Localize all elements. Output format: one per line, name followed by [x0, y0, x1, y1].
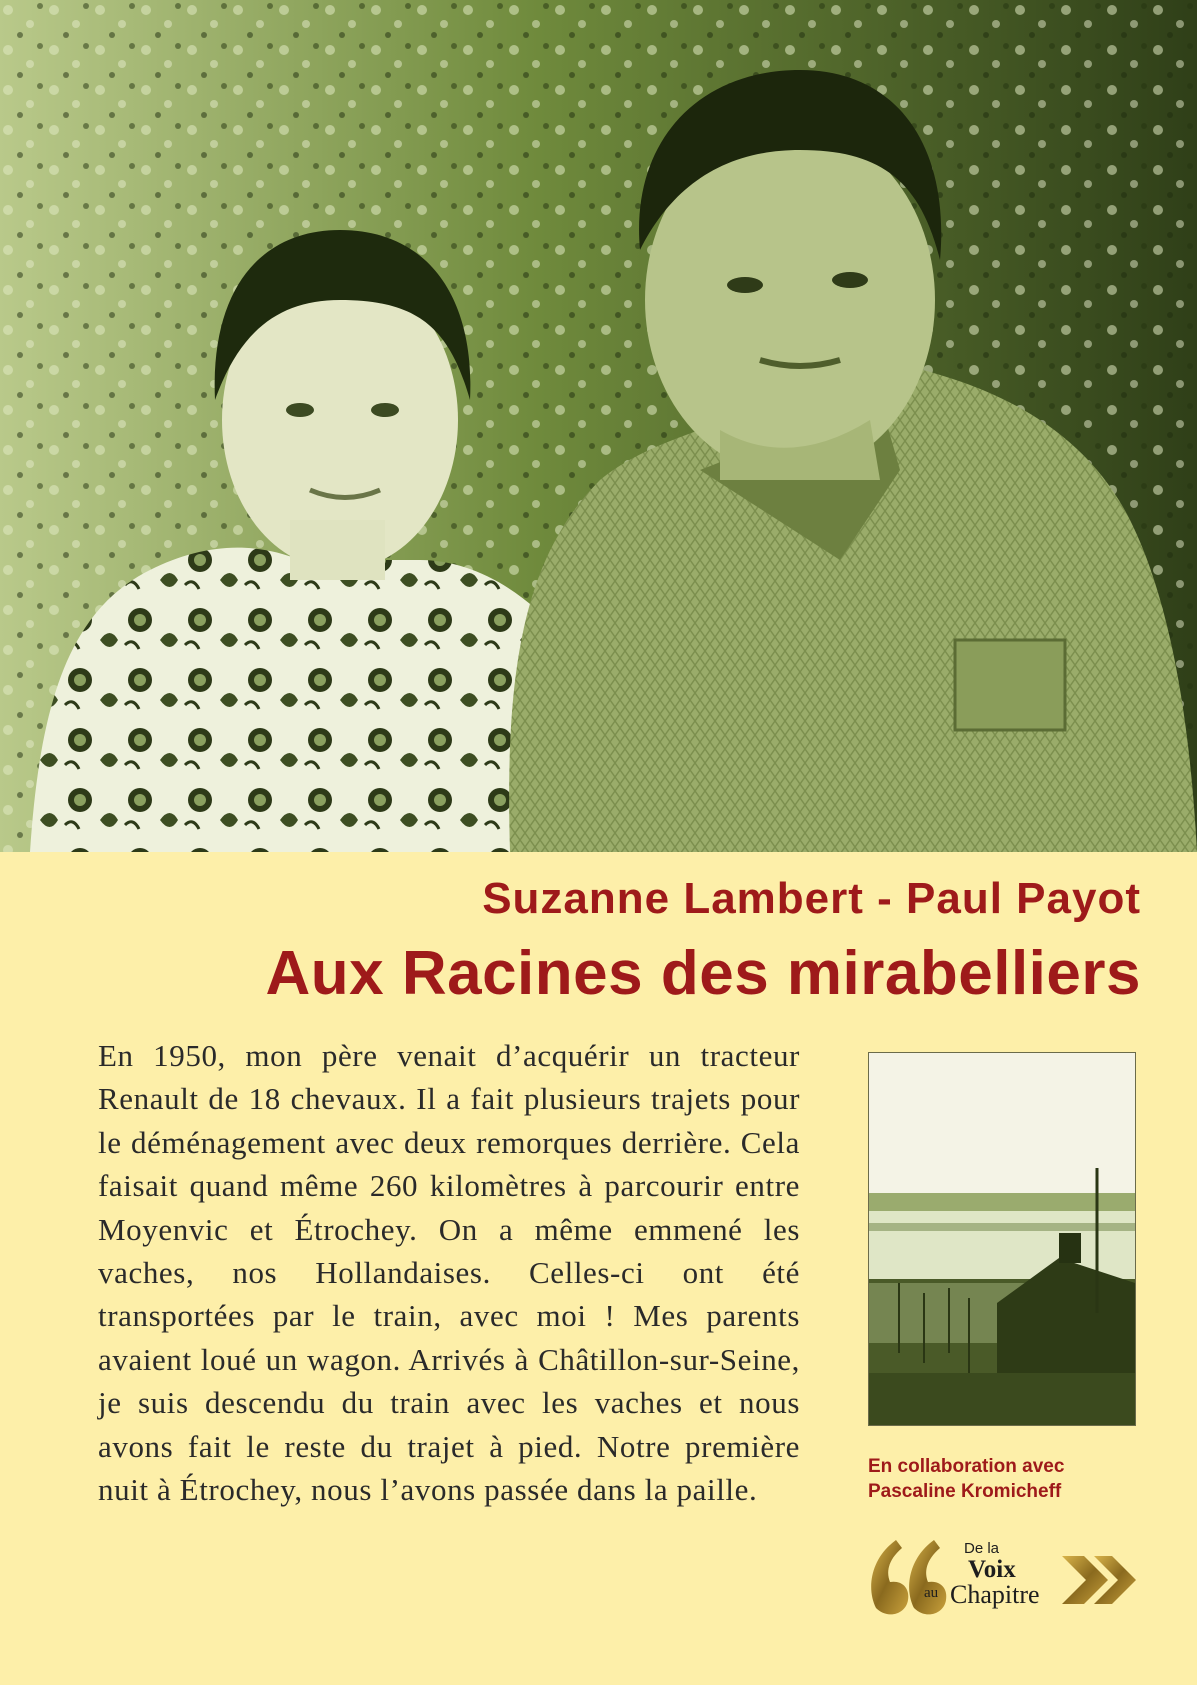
excerpt-paragraph: En 1950, mon père venait d’acquérir un tracteur Renault de 18 chevaux. Il a fait plusieurs trajets pour le déménagement avec deux remorques derrière. Cela faisait quand même 260 kilomètres à parcourir entre Moyenvic et Étrochey. On a même emmené les vaches, nos Hollandaises. Celles-ci ont été transportées par le train, avec moi ! Mes parents avaient loué un wagon. Arrivés à Châtillon-sur-Seine, je suis descendu du train avec les vaches et nous avons fait le reste du trajet à pied. Notre première nuit à Étrochey, nous l’avons passée dans la paille.: [98, 1038, 800, 1508]
collaboration-line-2: Pascaline Kromicheff: [868, 1481, 1062, 1502]
inset-photo: [868, 1052, 1136, 1426]
logo-text-au: au: [924, 1585, 939, 1601]
author-names: Suzanne Lambert - Paul Payot: [482, 874, 1141, 923]
logo-text-voix: Voix: [968, 1556, 1016, 1583]
publisher-logo: [866, 1528, 1136, 1628]
collaboration-line-1: En collaboration avec: [868, 1456, 1065, 1477]
book-title: Aux Racines des mirabelliers: [265, 939, 1141, 1008]
collaboration-credit: [868, 1454, 1158, 1504]
logo-text-chapitre: Chapitre: [950, 1580, 1040, 1609]
logo-text-de-la: De la: [964, 1540, 1000, 1557]
